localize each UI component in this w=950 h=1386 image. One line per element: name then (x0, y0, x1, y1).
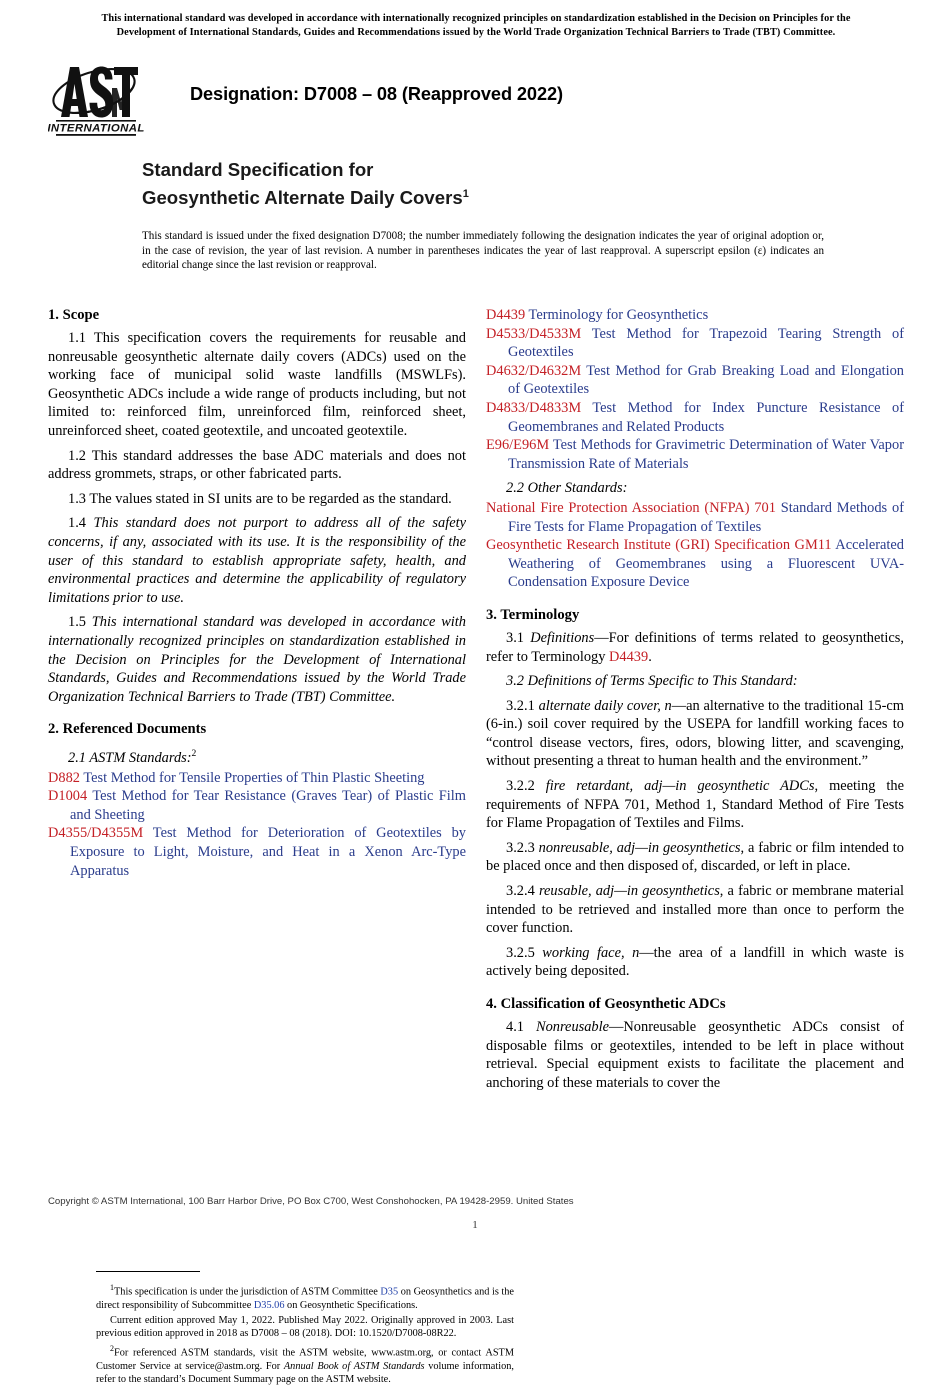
para-3-2-3 (486, 839, 904, 876)
para-1-4-number: 1.4 (68, 515, 86, 532)
para-1-5-number: 1.5 (68, 614, 86, 631)
subhead-astm-standards (48, 745, 466, 767)
astm-ref-title[interactable]: Test Method for Tensile Properties of Thin Plastic Sheeting (83, 769, 425, 786)
tbt-banner (48, 12, 904, 39)
heading-referenced-documents: 2. Referenced Documents (48, 721, 207, 738)
para-4-1 (486, 1018, 904, 1092)
para-3-1 (486, 629, 904, 666)
other-ref-item[interactable] (486, 499, 904, 536)
para-3-2-4-number: 3.2.4 (506, 883, 535, 900)
footer-copyright: Copyright © ASTM International, 100 Barr Harbor Drive, PO Box C700, West Conshohocken, PA 19428-2959. United States (48, 1196, 574, 1207)
footnote-1 (96, 1281, 514, 1312)
footnotes-block (96, 1271, 514, 1386)
astm-ref-title[interactable]: Test Method for Trapezoid Tearing Strength of Geotextiles (508, 325, 905, 361)
para-3-2-4 (486, 882, 904, 938)
title-line-2-wrap (142, 182, 662, 210)
footnote-1-text-a: This specification is under the jurisdiction of ASTM Committee (114, 1286, 381, 1298)
para-3-2-2-number: 3.2.2 (506, 778, 535, 795)
heading-scope: 1. Scope (48, 307, 100, 323)
other-ref-code[interactable]: National Fire Protection Association (NFPA) 701 (486, 499, 776, 516)
footnote-1-marker: 1 (110, 1283, 114, 1292)
para-3-2-4-text: , a fabric or membrane material intended to be retrieved and installed more than once to perform the cover function. (486, 883, 904, 937)
para-3-2-3-term: nonreusable, adj—in geosynthetics (538, 839, 741, 856)
para-3-1-term: Definitions (530, 629, 595, 646)
page-title (142, 158, 662, 210)
astm-ref-item[interactable] (48, 787, 466, 824)
para-3-2-2-term: fire retardant, adj—in geosynthetic ADCs (545, 778, 815, 795)
footnote-2-italic: Annual Book of ASTM Standards (283, 1360, 425, 1372)
astm-ref-item[interactable] (48, 824, 466, 880)
astm-ref-title[interactable]: Test Method for Deterioration of Geotextiles by Exposure to Light, Moisture, and Heat in a Xenon Arc-Type Apparatus (70, 825, 466, 879)
astm-ref-item[interactable] (486, 325, 904, 362)
astm-ref-item[interactable] (486, 362, 904, 399)
astm-ref-item[interactable] (486, 436, 904, 473)
para-3-2-1-term: alternate daily cover, n (538, 697, 672, 714)
astm-ref-code[interactable]: D4833/D4833M (486, 399, 582, 416)
other-ref-code[interactable]: Geosynthetic Research Institute (GRI) Specification GM11 (486, 537, 832, 554)
tbt-banner-line1: This international standard was developed in accordance with internationally recognized principles on standardization established in the Decision on Principles for the (101, 13, 851, 24)
para-3-1-period: . (648, 648, 652, 665)
para-1-4-text: This standard does not purport to address all of the safety concerns, if any, associated with its use. It is the responsibility of the user of this standard to establish appropriate safety, health, and environmental practices and determine the applicability of regulatory limitations prior to use. (48, 515, 466, 606)
astm-ref-item[interactable] (486, 306, 904, 325)
issuance-note: This standard is issued under the fixed designation D7008; the number immediately following the designation indicates the year of original adoption or, in the case of revision, the year of last revision. A number in parentheses indicates the year of last reapproval. A superscript epsilon (ε) indicates an editorial change since the last revision or reapproval. (142, 230, 824, 272)
subhead-astm-standards-label: 2.1 ASTM Standards: (68, 750, 192, 767)
footnote-2 (96, 1342, 514, 1386)
footnote-edition: Current edition approved May 1, 2022. Published May 2022. Originally approved in 2003. Last previous edition approved in 2018 as D7008 – 08 (2018). DOI: 10.1520/D7008-08R22. (96, 1314, 514, 1340)
para-3-2-1 (486, 697, 904, 771)
footnote-1-text-b: on Geosynthetics and is the direct responsibility of Subcommittee (96, 1286, 514, 1311)
footnote-2-marker: 2 (110, 1344, 114, 1354)
para-3-2-5 (486, 944, 904, 981)
designation-text: Designation: D7008 – 08 (Reapproved 2022) (190, 84, 563, 104)
other-ref-title[interactable]: Standard Methods of Fire Tests for Flame Propagation of Textiles (508, 499, 904, 535)
astm-ref-code[interactable]: E96/E96M (486, 437, 550, 454)
para-1-5 (48, 613, 466, 706)
para-4-1-term: Nonreusable (536, 1019, 610, 1035)
astm-ref-code[interactable]: D1004 (48, 788, 88, 805)
subhead-astm-standards-footnote-marker: 2 (191, 748, 197, 760)
para-3-2-3-text: , a fabric or film intended to be placed once and then disposed of, discarded, or left in place. (486, 839, 904, 875)
para-1-1: 1.1 This specification covers the requirements for reusable and nonreusable geosynthetic alternate daily covers (ADCs) used on the working face of municipal solid waste landfills (MSWLFs). Geosynthetic ADCs include a wide range of products including, but not limited to: reinforced film, unreinforced film, reinforced sheet, unreinforced sheet, coated geotextile, and uncoated geotextile. (48, 330, 466, 439)
subhead-other-standards: 2.2 Other Standards: (506, 480, 628, 497)
footnote-1-link-d3506[interactable]: D35.06 (253, 1299, 285, 1311)
para-3-1-text: —For definitions of terms related to geosynthetics, refer to Terminology (486, 629, 904, 665)
para-1-4 (48, 514, 466, 607)
para-4-1-number: 4.1 (506, 1019, 524, 1035)
para-3-2-3-number: 3.2.3 (506, 839, 535, 856)
astm-ref-item[interactable] (48, 769, 466, 788)
other-ref-item[interactable] (486, 536, 904, 592)
para-1-3: 1.3 The values stated in SI units are to be regarded as the standard. (68, 490, 452, 507)
astm-ref-code[interactable]: D4533/D4533M (486, 325, 582, 342)
title-footnote-marker: 1 (462, 188, 469, 200)
tbt-banner-line2: Development of International Standards, Guides and Recommendations issued by the World Trade Organization Technical Barriers to Trade (TBT) Committee. (116, 26, 836, 38)
heading-terminology: 3. Terminology (486, 606, 580, 623)
title-line-2: Geosynthetic Alternate Daily Covers (142, 187, 463, 209)
other-ref-title[interactable]: Accelerated Weathering of Geomembranes using a Fluorescent UVA-Condensation Exposure Device (508, 537, 904, 591)
para-3-2-2-text: , meeting the requirements of NFPA 701, Method 1, Standard Method of Fire Tests for Flame Propagation of Textiles and Films. (486, 778, 904, 832)
para-3-2-4-term: reusable, adj—in geosynthetics (538, 883, 720, 900)
astm-logo-icon (48, 58, 144, 138)
astm-ref-title[interactable]: Terminology for Geosynthetics (528, 307, 709, 323)
footnote-2-text-b: volume information, refer to the standard’s Document Summary page on the ASTM website. (96, 1360, 514, 1386)
astm-ref-item[interactable] (486, 399, 904, 436)
page-number: 1 (472, 1219, 478, 1231)
astm-ref-title[interactable]: Test Method for Index Puncture Resistance of Geomembranes and Related Products (508, 399, 904, 435)
footnote-2-text-a: For referenced ASTM standards, visit the ASTM website, www.astm.org, or contact ASTM Customer Service at service@astm.org. For (96, 1347, 514, 1372)
para-3-2-5-term: working face, n (542, 944, 640, 961)
para-3-1-link-d4439[interactable]: D4439 (609, 648, 649, 665)
heading-classification: 4. Classification of Geosynthetic ADCs (486, 996, 726, 1012)
para-3-1-number: 3.1 (506, 629, 524, 646)
para-3-2-1-number: 3.2.1 (506, 697, 535, 714)
right-column (486, 306, 904, 1092)
document-header (48, 58, 908, 142)
astm-ref-code[interactable]: D4632/D4632M (486, 362, 582, 379)
para-4-1-text: —Nonreusable geosynthetic ADCs consist of disposable films or geotextiles, intended to be left in place without retrieval. Special equipment exists to facilitate the placement and anchoring of these materials to cover the (486, 1019, 904, 1091)
astm-ref-title[interactable]: Test Method for Tear Resistance (Graves Tear) of Plastic Film and Sheeting (70, 788, 466, 823)
para-3-2-1-text: —an alternative to the traditional 15-cm (6-in.) soil cover required by the USEPA for landfill working faces to “control disease vectors, fires, odors, blowing litter, and scavenging, without presenting a threat to human health and the environment.” (486, 697, 904, 770)
para-3-2-5-number: 3.2.5 (506, 944, 535, 961)
astm-ref-code[interactable]: D4355/D4355M (48, 825, 144, 842)
title-line-1: Standard Specification for (142, 159, 374, 180)
para-1-2: 1.2 This standard addresses the base ADC materials and does not address grommets, straps, or other fabricated parts. (48, 447, 466, 483)
astm-logo-wordmark: INTERNATIONAL (48, 122, 144, 135)
footnote-1-link-d35[interactable]: D35 (380, 1286, 399, 1298)
astm-ref-code[interactable]: D4439 (486, 307, 526, 323)
para-1-5-text: This international standard was developed in accordance with internationally recognized principles on standardization established in the Decision on Principles for the Development of International Standards, Guides and Recommendations issued by the World Trade Organization Technical Barriers to Trade (TBT) Committee. (48, 614, 466, 705)
astm-ref-code[interactable]: D882 (48, 769, 80, 786)
footnote-1-text-c: on Geosynthetic Specifications. (284, 1299, 418, 1311)
astm-ref-title[interactable]: Test Method for Grab Breaking Load and Elongation of Geotextiles (508, 362, 904, 398)
para-3-2-5-text: —the area of a landfill in which waste is actively being deposited. (486, 944, 904, 980)
para-3-2: 3.2 Definitions of Terms Specific to This Standard: (506, 673, 798, 690)
para-3-2-2 (486, 777, 904, 833)
astm-ref-title[interactable]: Test Methods for Gravimetric Determination of Water Vapor Transmission Rate of Materials (508, 437, 904, 472)
